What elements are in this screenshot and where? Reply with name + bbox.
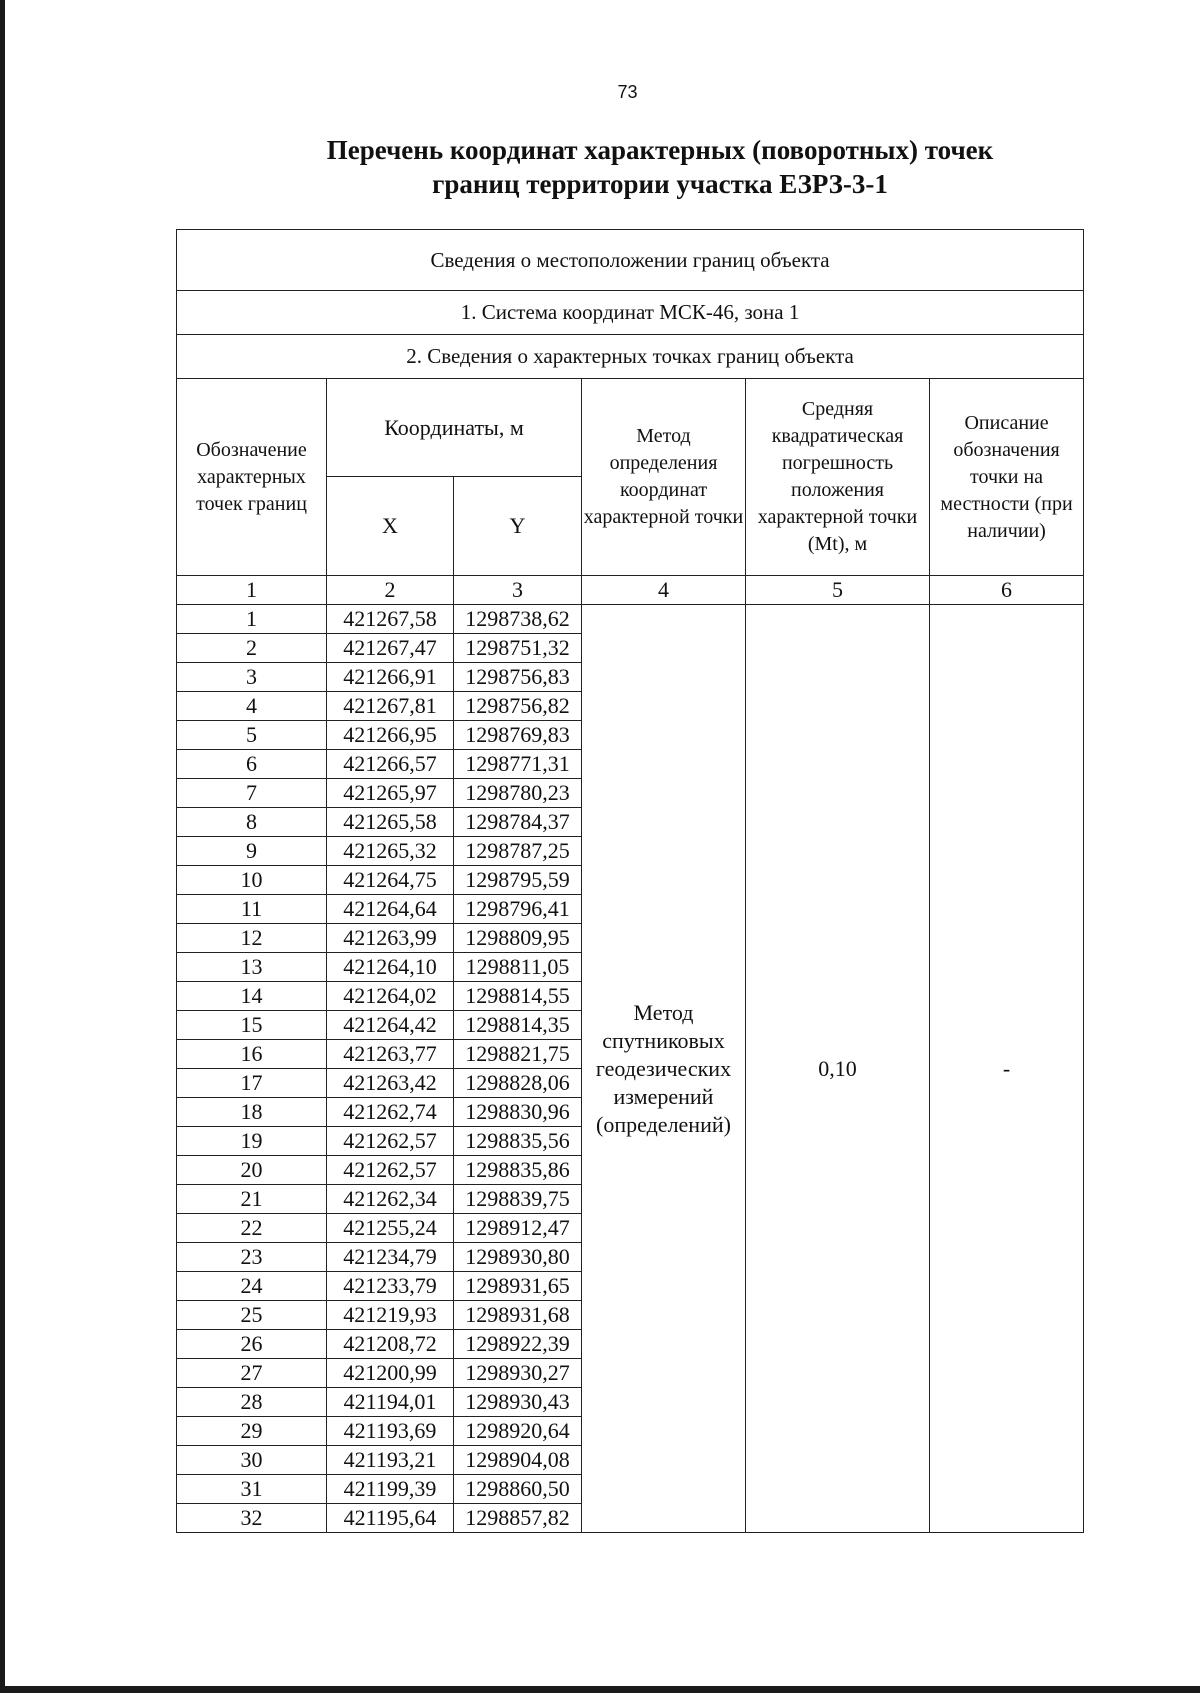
coord-x: 421266,95 (327, 721, 454, 750)
coord-y: 1298780,23 (454, 779, 582, 808)
coord-x: 421262,57 (327, 1156, 454, 1185)
coord-x: 421219,93 (327, 1301, 454, 1330)
coord-y: 1298821,75 (454, 1040, 582, 1069)
coord-y: 1298857,82 (454, 1504, 582, 1533)
section-title: Сведения о местоположении границ объекта (177, 230, 1084, 291)
coord-y: 1298784,37 (454, 808, 582, 837)
column-number: 5 (746, 576, 930, 605)
point-number: 27 (177, 1359, 327, 1388)
point-number: 1 (177, 605, 327, 634)
coord-y: 1298860,50 (454, 1475, 582, 1504)
point-number: 11 (177, 895, 327, 924)
coord-x: 421255,24 (327, 1214, 454, 1243)
accuracy-value: 0,10 (746, 605, 930, 1533)
coord-y: 1298931,65 (454, 1272, 582, 1301)
coord-x: 421234,79 (327, 1243, 454, 1272)
coord-y: 1298930,27 (454, 1359, 582, 1388)
column-number: 1 (177, 576, 327, 605)
point-number: 29 (177, 1417, 327, 1446)
coord-system: 1. Система координат МСК-46, зона 1 (177, 291, 1084, 335)
coord-y: 1298839,75 (454, 1185, 582, 1214)
scan-edge-bottom (0, 1686, 1200, 1693)
coord-y: 1298811,05 (454, 953, 582, 982)
document-title (300, 133, 1020, 201)
coord-x: 421266,91 (327, 663, 454, 692)
coord-x: 421195,64 (327, 1504, 454, 1533)
coord-y: 1298769,83 (454, 721, 582, 750)
point-number: 5 (177, 721, 327, 750)
coord-x: 421199,39 (327, 1475, 454, 1504)
coord-y: 1298931,68 (454, 1301, 582, 1330)
point-number: 17 (177, 1069, 327, 1098)
scan-edge-left (0, 0, 5, 1693)
point-number: 18 (177, 1098, 327, 1127)
point-number: 9 (177, 837, 327, 866)
header-designation: Обозначение характерных точек границ (177, 379, 327, 576)
column-number: 6 (930, 576, 1084, 605)
coord-y: 1298814,35 (454, 1011, 582, 1040)
coord-x: 421267,81 (327, 692, 454, 721)
point-number: 19 (177, 1127, 327, 1156)
coord-x: 421194,01 (327, 1388, 454, 1417)
coord-x: 421263,42 (327, 1069, 454, 1098)
coord-y: 1298835,56 (454, 1127, 582, 1156)
point-number: 6 (177, 750, 327, 779)
point-number: 30 (177, 1446, 327, 1475)
column-number: 3 (454, 576, 582, 605)
point-number: 15 (177, 1011, 327, 1040)
coord-y: 1298830,96 (454, 1098, 582, 1127)
coord-y: 1298771,31 (454, 750, 582, 779)
coord-x: 421263,99 (327, 924, 454, 953)
coord-y: 1298835,86 (454, 1156, 582, 1185)
title-line-2: границ территории участка ЕЗРЗ-3-1 (432, 169, 888, 199)
point-number: 24 (177, 1272, 327, 1301)
coord-y: 1298756,82 (454, 692, 582, 721)
coord-y: 1298922,39 (454, 1330, 582, 1359)
coord-x: 421262,57 (327, 1127, 454, 1156)
method-value: Метод спутниковых геодезических измерений (определений) (582, 605, 746, 1533)
point-number: 21 (177, 1185, 327, 1214)
coord-y: 1298795,59 (454, 866, 582, 895)
coord-x: 421200,99 (327, 1359, 454, 1388)
header-x: X (327, 477, 454, 576)
point-number: 32 (177, 1504, 327, 1533)
table-row (177, 605, 1084, 634)
coord-x: 421262,74 (327, 1098, 454, 1127)
coord-x: 421267,47 (327, 634, 454, 663)
column-number: 2 (327, 576, 454, 605)
point-number: 20 (177, 1156, 327, 1185)
coord-y: 1298930,43 (454, 1388, 582, 1417)
coord-x: 421264,75 (327, 866, 454, 895)
point-number: 7 (177, 779, 327, 808)
column-number: 4 (582, 576, 746, 605)
coord-y: 1298930,80 (454, 1243, 582, 1272)
point-number: 31 (177, 1475, 327, 1504)
points-title: 2. Сведения о характерных точках границ объекта (177, 335, 1084, 379)
coord-y: 1298756,83 (454, 663, 582, 692)
coord-x: 421265,58 (327, 808, 454, 837)
point-number: 4 (177, 692, 327, 721)
point-number: 3 (177, 663, 327, 692)
coord-y: 1298828,06 (454, 1069, 582, 1098)
coord-y: 1298920,64 (454, 1417, 582, 1446)
coord-x: 421263,77 (327, 1040, 454, 1069)
coord-x: 421262,34 (327, 1185, 454, 1214)
point-number: 23 (177, 1243, 327, 1272)
coord-y: 1298738,62 (454, 605, 582, 634)
point-number: 22 (177, 1214, 327, 1243)
point-number: 13 (177, 953, 327, 982)
coordinates-table (176, 229, 1084, 1533)
point-number: 8 (177, 808, 327, 837)
coord-y: 1298809,95 (454, 924, 582, 953)
coord-y: 1298796,41 (454, 895, 582, 924)
page-number: 73 (617, 82, 638, 102)
title-line-1: Перечень координат характерных (поворотных) точек (326, 135, 994, 165)
coord-y: 1298904,08 (454, 1446, 582, 1475)
point-number: 2 (177, 634, 327, 663)
coord-x: 421264,02 (327, 982, 454, 1011)
point-number: 25 (177, 1301, 327, 1330)
coord-x: 421193,69 (327, 1417, 454, 1446)
coord-y: 1298814,55 (454, 982, 582, 1011)
point-number: 14 (177, 982, 327, 1011)
coord-x: 421264,10 (327, 953, 454, 982)
header-method: Метод определения координат характерной точки (582, 379, 746, 576)
coord-x: 421264,42 (327, 1011, 454, 1040)
description-value: - (930, 605, 1084, 1533)
point-number: 28 (177, 1388, 327, 1417)
header-y: Y (454, 477, 582, 576)
column-numbers-row (177, 576, 1084, 605)
coord-x: 421264,64 (327, 895, 454, 924)
point-number: 26 (177, 1330, 327, 1359)
coord-x: 421193,21 (327, 1446, 454, 1475)
coord-x: 421265,97 (327, 779, 454, 808)
point-number: 12 (177, 924, 327, 953)
coord-y: 1298912,47 (454, 1214, 582, 1243)
coord-y: 1298787,25 (454, 837, 582, 866)
coord-x: 421208,72 (327, 1330, 454, 1359)
point-number: 10 (177, 866, 327, 895)
coord-x: 421266,57 (327, 750, 454, 779)
coord-x: 421265,32 (327, 837, 454, 866)
header-accuracy: Средняя квадратическая погрешность положения характерной точки (Mt), м (746, 379, 930, 576)
header-coords: Координаты, м (327, 379, 582, 477)
coord-x: 421233,79 (327, 1272, 454, 1301)
coord-x: 421267,58 (327, 605, 454, 634)
header-description: Описание обозначения точки на местности (при наличии) (930, 379, 1084, 576)
coord-y: 1298751,32 (454, 634, 582, 663)
point-number: 16 (177, 1040, 327, 1069)
